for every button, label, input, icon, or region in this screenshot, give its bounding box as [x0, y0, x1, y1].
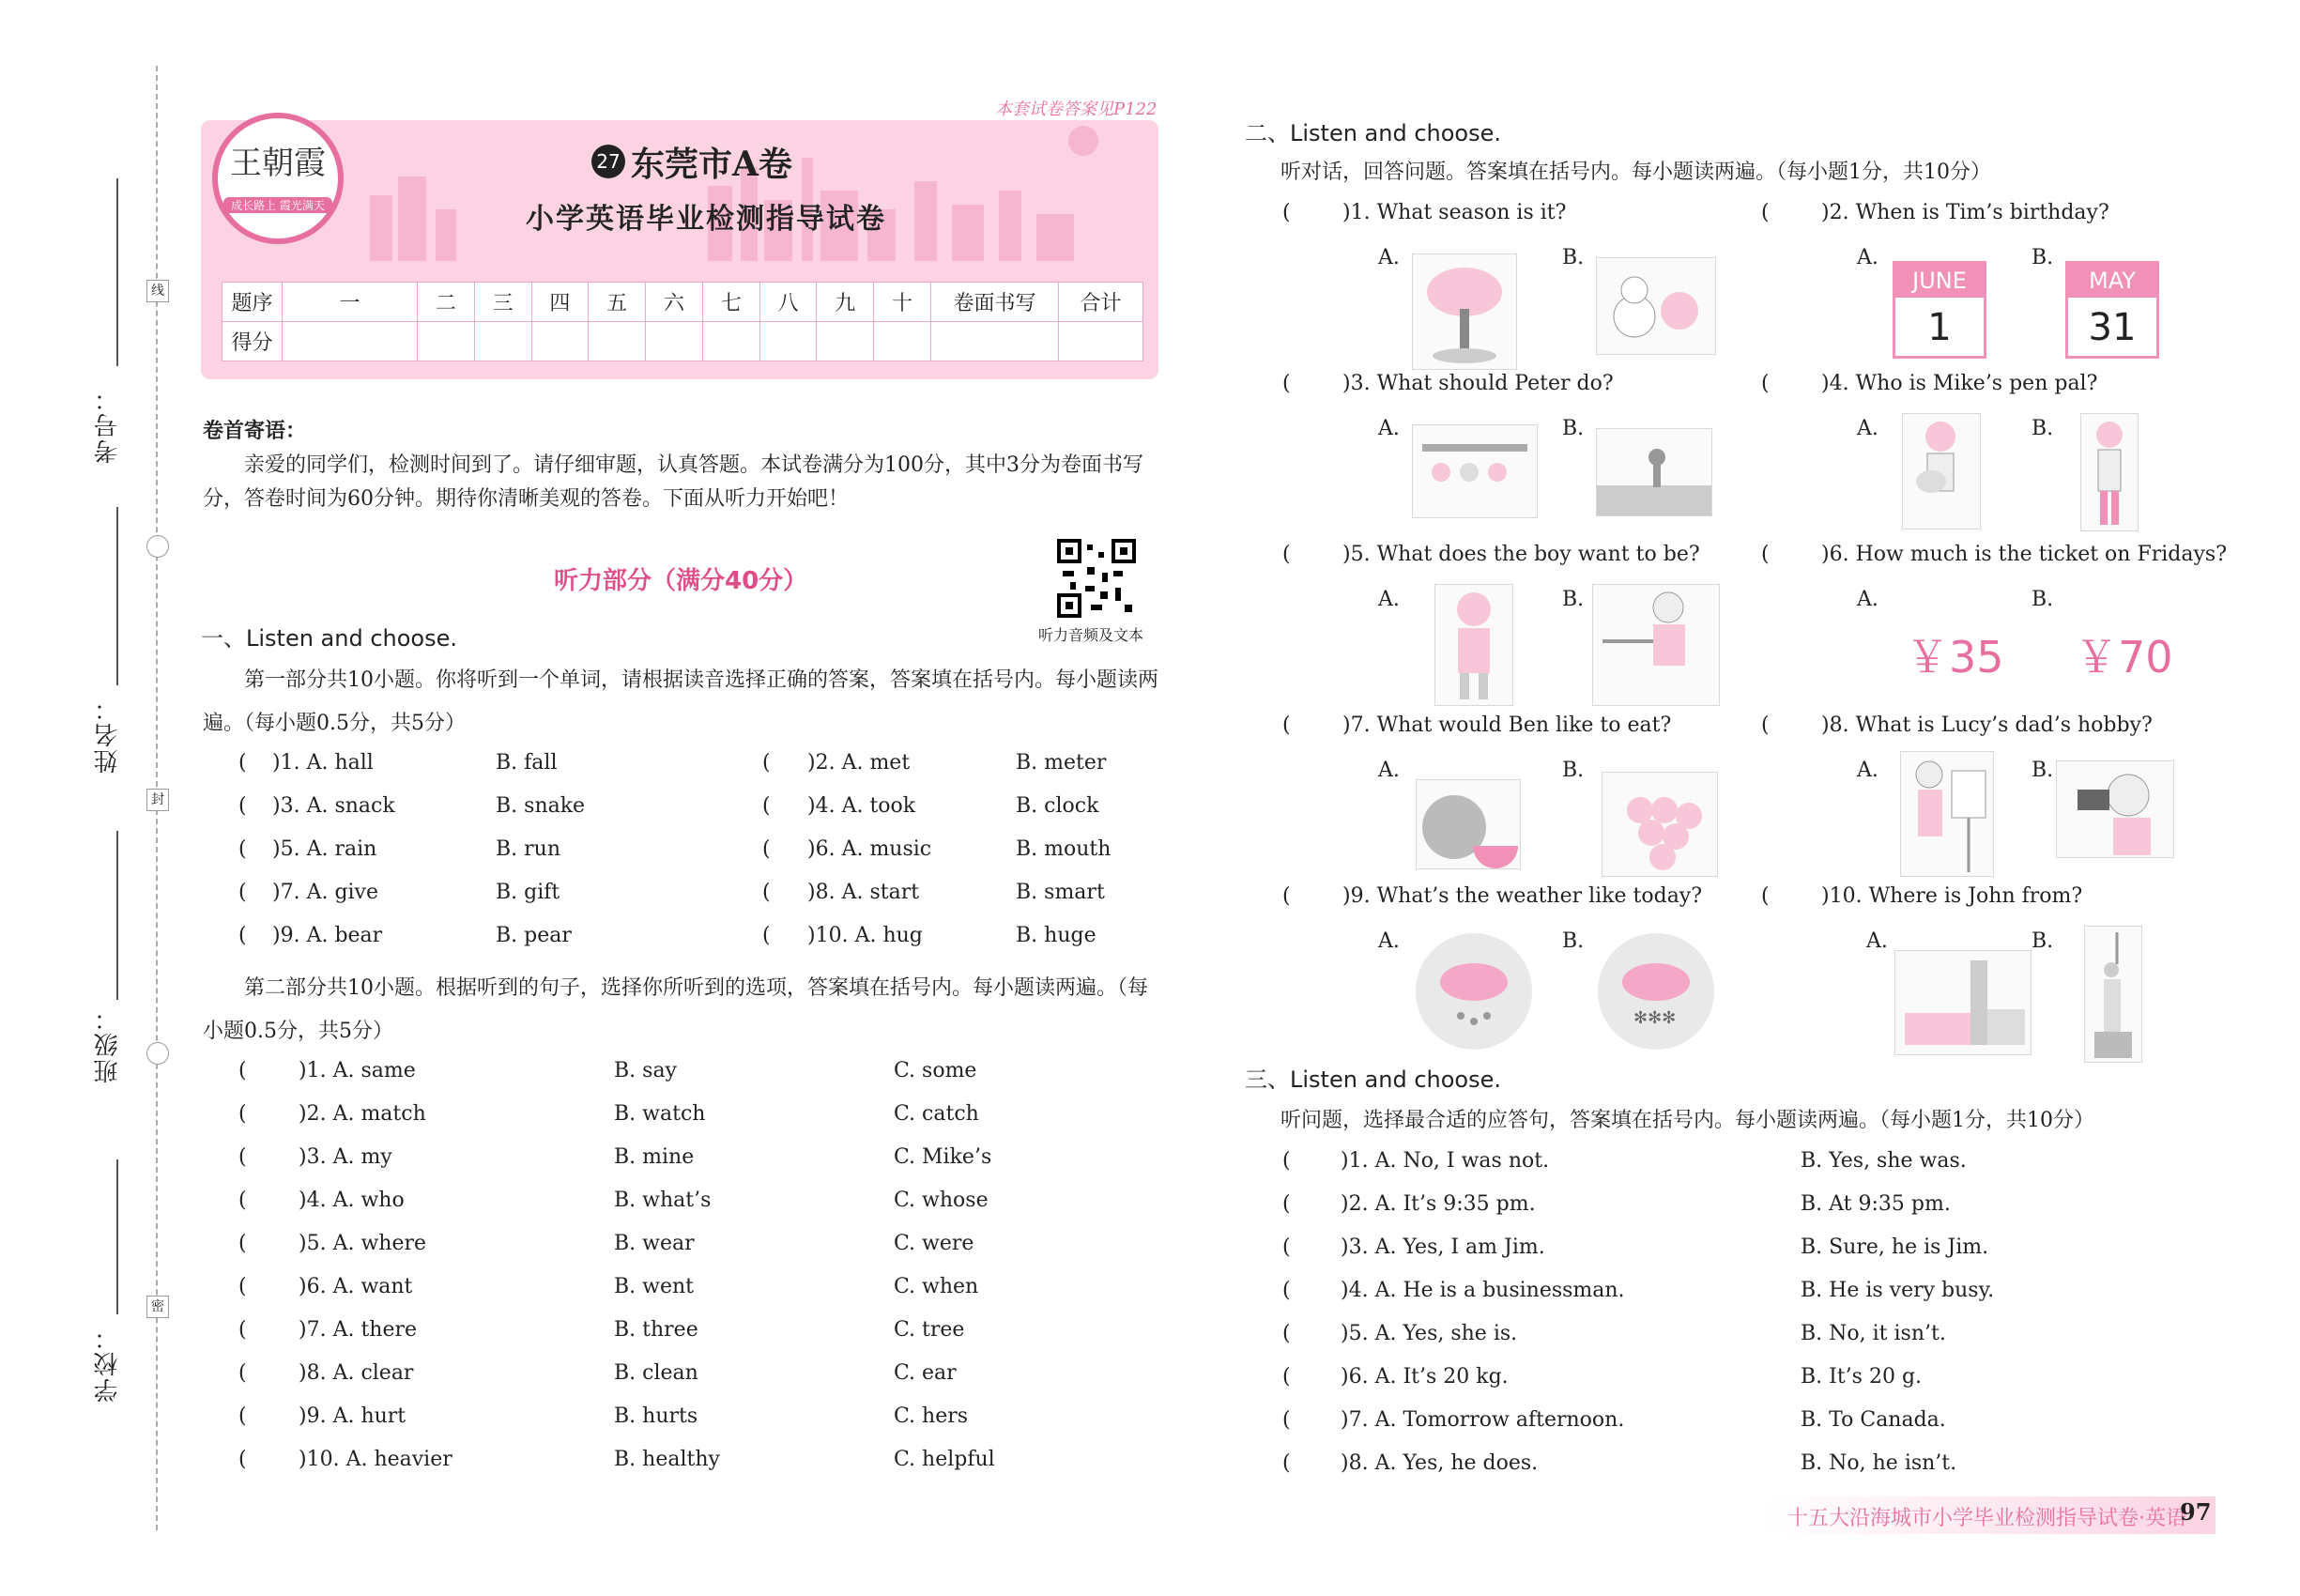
score-table	[222, 282, 1143, 361]
choice-b-label: B.	[1562, 759, 1585, 782]
option-a: )5. A. Yes, she is.	[1341, 1322, 1518, 1345]
question-text: )9. What’s the weather like today?	[1342, 884, 1703, 908]
section-2-title: 二、Listen and choose.	[1245, 120, 1502, 146]
answer-bracket[interactable]: (	[762, 837, 771, 861]
option-a: )7. A. give	[272, 881, 379, 904]
choice-a-label: A.	[1857, 588, 1878, 611]
option-b: B. He is very busy.	[1801, 1279, 1995, 1302]
option-b: B. what’s	[614, 1189, 712, 1212]
choice-a-label: A.	[1378, 929, 1400, 953]
option-b: B. huge	[1016, 924, 1096, 947]
choice-b-label: B.	[2032, 588, 2054, 611]
answer-bracket[interactable]: (	[238, 924, 247, 947]
option-b: B. Yes, she was.	[1801, 1149, 1967, 1173]
choice-b-label: B.	[2032, 759, 2054, 782]
choice-b-label: B.	[1562, 588, 1585, 611]
option-b: B. clean	[614, 1361, 698, 1385]
option-b: B. It’s 20 g.	[1801, 1365, 1923, 1389]
svg-text:✻✻✻: ✻✻✻	[1633, 1008, 1677, 1028]
answer-bracket[interactable]: (	[1282, 543, 1291, 566]
score-header-cell: 卷面书写	[931, 283, 1059, 322]
answer-bracket[interactable]: (	[1282, 1149, 1291, 1173]
footer-series-title: 十五大沿海城市小学毕业检测指导试卷·英语	[1787, 1507, 2186, 1530]
exam-number-blank[interactable]	[116, 178, 118, 366]
answer-bracket[interactable]: (	[238, 1361, 247, 1385]
option-a: )5. A. rain	[272, 837, 377, 861]
answer-bracket[interactable]: (	[1282, 1192, 1291, 1216]
answer-bracket[interactable]: (	[1282, 1408, 1291, 1432]
answer-bracket[interactable]: (	[238, 1145, 247, 1169]
question-text: )1. What season is it?	[1342, 201, 1567, 224]
option-b: B. snake	[496, 794, 586, 818]
option-a: )5. A. where	[299, 1232, 426, 1255]
paper-number-badge: 27	[591, 145, 625, 178]
qr-code-icon[interactable]	[1057, 539, 1136, 618]
option-a: )6. A. music	[807, 837, 932, 861]
answer-bracket[interactable]: (	[1761, 714, 1770, 737]
option-b: B. To Canada.	[1801, 1408, 1946, 1432]
question-text: )8. What is Lucy’s dad’s hobby?	[1821, 714, 2153, 737]
score-cell[interactable]	[646, 322, 703, 361]
answer-bracket[interactable]: (	[762, 751, 771, 775]
section-3-instruction: 听问题，选择最合适的应答句，答案填在括号内。每小题读两遍。（每小题1分，共10分）	[1280, 1109, 2094, 1132]
preface-heading: 卷首寄语：	[203, 420, 307, 443]
choice-b-label: B.	[2032, 246, 2054, 269]
score-header-cell: 四	[531, 283, 589, 322]
answer-bracket[interactable]: (	[238, 1275, 247, 1298]
option-a: )10. A. hug	[807, 924, 923, 947]
choice-b-label: B.	[1562, 929, 1585, 953]
answer-bracket[interactable]: (	[238, 1102, 247, 1126]
answer-bracket[interactable]: (	[1282, 884, 1291, 908]
choice-b-label: B.	[2032, 929, 2054, 953]
option-c: C. Mike’s	[894, 1145, 992, 1169]
option-b: B. run	[496, 837, 561, 861]
option-a: )1. A. same	[299, 1059, 416, 1082]
option-c: C. helpful	[894, 1448, 995, 1471]
score-cell[interactable]	[1059, 322, 1143, 361]
answer-bracket[interactable]: (	[1761, 543, 1770, 566]
score-cell[interactable]	[817, 322, 874, 361]
option-b: B. say	[614, 1059, 677, 1082]
option-b: B. went	[614, 1275, 695, 1298]
option-a: )1. A. hall	[272, 751, 374, 775]
calendar-may-31[interactable]: MAY 31	[2065, 261, 2159, 359]
answer-bracket[interactable]: (	[1761, 372, 1770, 395]
score-header-cell: 七	[702, 283, 759, 322]
option-a: )10. A. heavier	[299, 1448, 452, 1471]
question-text: )3. What should Peter do?	[1342, 372, 1614, 395]
score-cell[interactable]	[874, 322, 931, 361]
score-header-cell: 题序	[222, 283, 283, 322]
option-a: )2. A. match	[299, 1102, 426, 1126]
answer-bracket[interactable]: (	[1282, 372, 1291, 395]
price-option-a[interactable]: ￥35	[1906, 632, 2004, 683]
option-a: )7. A. Tomorrow afternoon.	[1341, 1408, 1625, 1432]
option-a: )4. A. took	[807, 794, 916, 818]
option-a: )3. A. Yes, I am Jim.	[1341, 1235, 1545, 1259]
answer-bracket[interactable]: (	[762, 924, 771, 947]
section-1-part1-instruction: 第一部分共10小题。你将听到一个单词，请根据读音选择正确的答案，答案填在括号内。每小题读两遍。（每小题0.5分，共5分）	[203, 668, 1158, 735]
snowy-cloud-icon[interactable]	[1598, 933, 1714, 1050]
option-a: )8. A. start	[807, 881, 920, 904]
preface-text: 亲爱的同学们，检测时间到了。请仔细审题，认真答题。本试卷满分为100分，其中3分为卷面书写分，答卷时间为60分钟。期待你清晰美观的答卷。下面从听力开始吧！	[203, 453, 1143, 511]
answer-bracket[interactable]: (	[238, 881, 247, 904]
class-blank[interactable]	[116, 831, 118, 1000]
rainy-cloud-icon[interactable]	[1416, 933, 1532, 1050]
school-label: 学校：	[94, 1324, 122, 1403]
paper-subtitle: 小学英语毕业检测指导试卷	[526, 203, 886, 236]
question-text: )7. What would Ben like to eat?	[1342, 714, 1672, 737]
score-cell[interactable]	[931, 322, 1059, 361]
choice-a-label: A.	[1378, 588, 1400, 611]
answer-bracket[interactable]: (	[1761, 884, 1770, 908]
answer-bracket[interactable]: (	[238, 751, 247, 775]
score-row-label: 得分	[222, 322, 283, 361]
score-header-cell: 合计	[1059, 283, 1143, 322]
answer-bracket[interactable]: (	[762, 794, 771, 818]
choice-a-label: A.	[1378, 759, 1400, 782]
option-c: C. hers	[894, 1404, 969, 1428]
answer-bracket[interactable]: (	[1282, 1451, 1291, 1475]
score-cell[interactable]	[531, 322, 589, 361]
option-c: C. ear	[894, 1361, 957, 1385]
photographer-picture[interactable]	[2056, 760, 2174, 858]
option-b: B. gift	[496, 881, 560, 904]
option-c: C. when	[894, 1275, 979, 1298]
score-header-cell: 一	[283, 283, 418, 322]
answer-bracket[interactable]: (	[238, 1318, 247, 1342]
answer-bracket[interactable]: (	[238, 1404, 247, 1428]
spring-tree-picture[interactable]	[1412, 253, 1517, 370]
brand-logo: 王朝霞 成长路上 霞光满天	[212, 113, 344, 244]
option-a: )8. A. clear	[299, 1361, 414, 1385]
answer-bracket[interactable]: (	[1282, 1279, 1291, 1302]
score-cell[interactable]	[759, 322, 817, 361]
binding-hole	[146, 535, 169, 558]
snowman-children-picture[interactable]	[1596, 257, 1716, 355]
option-a: )7. A. there	[299, 1318, 418, 1342]
score-header-cell: 八	[759, 283, 817, 322]
class-label: 班级：	[94, 1005, 122, 1083]
firefighter-boy-picture[interactable]	[1592, 584, 1720, 706]
option-b: B. smart	[1016, 881, 1105, 904]
answer-bracket[interactable]: (	[238, 1232, 247, 1255]
score-header-cell: 二	[418, 283, 475, 322]
qr-caption: 听力音频及文本	[1038, 626, 1144, 644]
choice-a-label: A.	[1378, 246, 1400, 269]
option-b: B. mouth	[1016, 837, 1112, 861]
option-a: )6. A. It’s 20 kg.	[1341, 1365, 1509, 1389]
choice-a-label: A.	[1857, 246, 1878, 269]
boy-with-guitar-picture[interactable]	[1902, 413, 1981, 529]
astronaut-boy-picture[interactable]	[1434, 584, 1513, 706]
page-number: 97	[2180, 1498, 2212, 1526]
question-text: )4. Who is Mike’s pen pal?	[1821, 372, 2098, 395]
option-a: )9. A. hurt	[299, 1404, 406, 1428]
option-b: B. pear	[496, 924, 572, 947]
answer-reference: 本套试卷答案见P122	[995, 100, 1158, 119]
listening-section-title: 听力部分（满分40分）	[554, 567, 808, 595]
option-c: C. tree	[894, 1318, 965, 1342]
section-3-title: 三、Listen and choose.	[1245, 1067, 1502, 1093]
name-blank[interactable]	[116, 507, 118, 685]
option-a: )6. A. want	[299, 1275, 413, 1298]
grapes-picture[interactable]	[1602, 772, 1718, 877]
answer-bracket[interactable]: (	[1282, 1365, 1291, 1389]
answer-bracket[interactable]: (	[1282, 714, 1291, 737]
option-b: B. meter	[1016, 751, 1107, 775]
question-text: )2. When is Tim’s birthday?	[1821, 201, 2109, 224]
option-b: B. hurts	[614, 1404, 698, 1428]
choice-a-label: A.	[1866, 929, 1888, 953]
option-a: )2. A. met	[807, 751, 911, 775]
option-c: C. some	[894, 1059, 977, 1082]
question-text: )6. How much is the ticket on Fridays?	[1821, 543, 2227, 566]
score-header-cell: 十	[874, 283, 931, 322]
section-2-instruction: 听对话，回答问题。答案填在括号内。每小题读两遍。（每小题1分，共10分）	[1280, 161, 1991, 184]
girl-with-glasses-picture[interactable]	[2080, 413, 2139, 531]
option-b: B. No, it isn’t.	[1801, 1322, 1946, 1345]
option-b: B. mine	[614, 1145, 695, 1169]
binding-mark-xian: 线	[146, 280, 169, 302]
watermelon-picture[interactable]	[1416, 779, 1521, 869]
choice-b-label: B.	[1562, 417, 1585, 440]
option-b: B. Sure, he is Jim.	[1801, 1235, 1989, 1259]
option-a: )4. A. who	[299, 1189, 405, 1212]
question-text: )10. Where is John from?	[1821, 884, 2083, 908]
option-b: B. fall	[496, 751, 558, 775]
answer-bracket[interactable]: (	[238, 1189, 247, 1212]
school-blank[interactable]	[116, 1159, 118, 1314]
statue-of-liberty-picture[interactable]	[2084, 926, 2142, 1063]
choice-b-label: B.	[1562, 246, 1585, 269]
score-header-cell: 六	[646, 283, 703, 322]
score-cell[interactable]	[702, 322, 759, 361]
binding-mark-mi: 密	[146, 1296, 169, 1318]
option-b: B. At 9:35 pm.	[1801, 1192, 1951, 1216]
answer-bracket[interactable]: (	[1282, 201, 1291, 224]
score-cell[interactable]	[283, 322, 418, 361]
bus-queue-picture[interactable]	[1412, 424, 1538, 518]
option-b: B. clock	[1016, 794, 1099, 818]
score-header-cell: 三	[474, 283, 531, 322]
paper-title: 27 东莞市A卷	[591, 141, 792, 182]
running-track-picture[interactable]	[1596, 428, 1712, 516]
answer-bracket[interactable]: (	[1282, 1235, 1291, 1259]
option-a: )4. A. He is a businessman.	[1341, 1279, 1625, 1302]
choice-b-label: B.	[2032, 417, 2054, 440]
score-cell[interactable]	[589, 322, 646, 361]
answer-bracket[interactable]: (	[238, 837, 247, 861]
answer-bracket[interactable]: (	[238, 794, 247, 818]
option-c: C. were	[894, 1232, 974, 1255]
option-a: )8. A. Yes, he does.	[1341, 1451, 1539, 1475]
section-1-title: 一、Listen and choose.	[201, 625, 458, 652]
option-a: )1. A. No, I was not.	[1341, 1149, 1550, 1173]
exam-number-label: 考号：	[94, 385, 122, 464]
painting-easel-picture[interactable]	[1900, 751, 1994, 877]
price-option-b[interactable]: ￥70	[2075, 632, 2173, 683]
option-b: B. No, he isn’t.	[1801, 1451, 1957, 1475]
london-landmark-picture[interactable]	[1894, 950, 2032, 1055]
answer-bracket[interactable]: (	[762, 881, 771, 904]
name-label: 姓名：	[94, 695, 122, 774]
option-a: )3. A. my	[299, 1145, 392, 1169]
score-header-cell: 九	[817, 283, 874, 322]
option-c: C. catch	[894, 1102, 979, 1126]
option-b: B. healthy	[614, 1448, 720, 1471]
choice-a-label: A.	[1857, 759, 1878, 782]
option-a: )2. A. It’s 9:35 pm.	[1341, 1192, 1536, 1216]
binding-mark-feng: 封	[146, 789, 169, 811]
answer-bracket[interactable]: (	[238, 1448, 247, 1471]
option-b: B. wear	[614, 1232, 695, 1255]
answer-bracket[interactable]: (	[1282, 1322, 1291, 1345]
score-cell[interactable]	[418, 322, 475, 361]
option-b: B. watch	[614, 1102, 706, 1126]
option-a: )3. A. snack	[272, 794, 395, 818]
choice-a-label: A.	[1857, 417, 1878, 440]
answer-bracket[interactable]: (	[238, 1059, 247, 1082]
choice-a-label: A.	[1378, 417, 1400, 440]
binding-hole	[146, 1042, 169, 1065]
option-c: C. whose	[894, 1189, 989, 1212]
score-header-cell: 五	[589, 283, 646, 322]
option-b: B. three	[614, 1318, 698, 1342]
option-a: )9. A. bear	[272, 924, 383, 947]
answer-bracket[interactable]: (	[1761, 201, 1770, 224]
calendar-june-1[interactable]: JUNE 1	[1893, 261, 1986, 359]
question-text: )5. What does the boy want to be?	[1342, 543, 1700, 566]
score-cell[interactable]	[474, 322, 531, 361]
section-1-part2-instruction: 第二部分共10小题。根据听到的句子，选择你所听到的选项，答案填在括号内。每小题读两遍。（每小题0.5分，共5分）	[203, 976, 1148, 1043]
